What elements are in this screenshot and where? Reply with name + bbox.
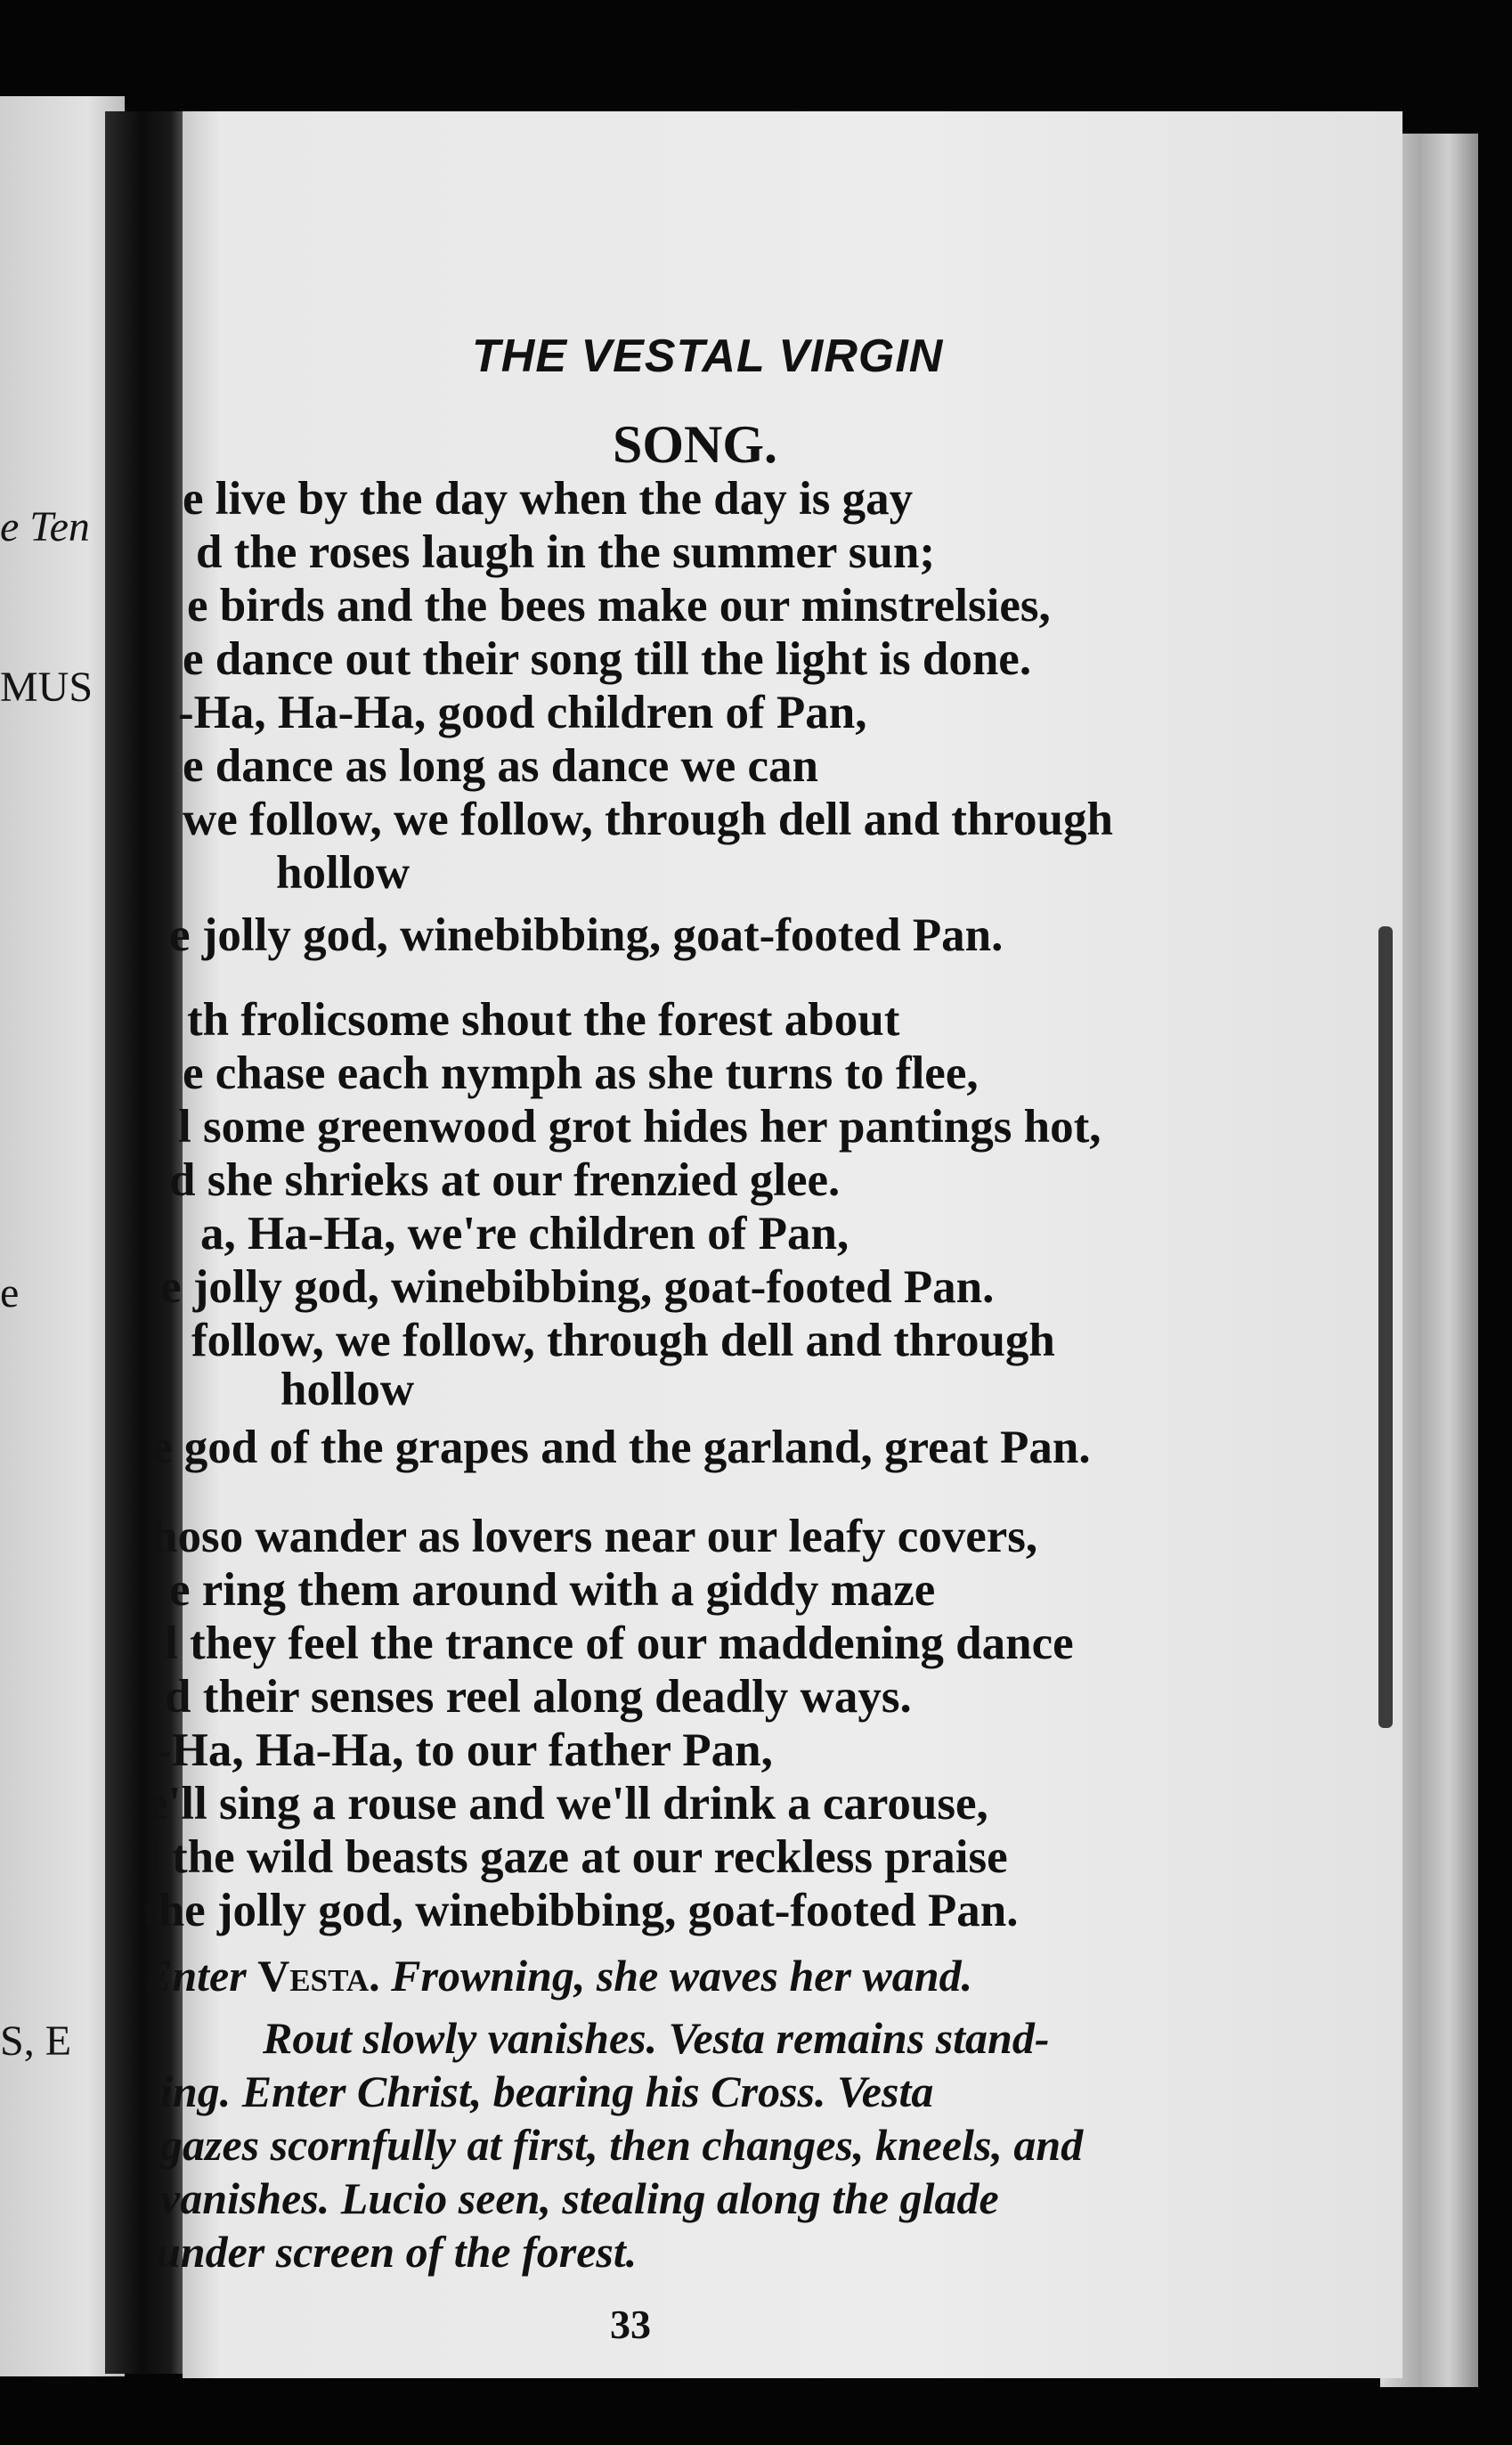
- verse-line: e'll sing a rouse and we'll drink a carouse,: [147, 1778, 988, 1830]
- stage-direction-line: gazes scornfully at first, then changes, kneels, and: [160, 2120, 1084, 2170]
- verse-line: e live by the day when the day is gay: [183, 473, 914, 525]
- verse-line: d she shrieks at our frenzied glee.: [169, 1154, 841, 1206]
- verse-line: we follow, we follow, through dell and through: [183, 794, 1113, 845]
- verse-line: e dance out their song till the light is done.: [183, 633, 1032, 685]
- stage-direction-entry: [142, 1951, 972, 2001]
- verse-line: e ring them around with a giddy maze: [169, 1564, 936, 1616]
- verse-line: a, Ha-Ha, we're children of Pan,: [200, 1208, 849, 1259]
- verse-line: d their senses reel along deadly ways.: [165, 1671, 912, 1723]
- verse-line: d the roses laugh in the summer sun;: [196, 526, 935, 578]
- left-page-fragment: S, E: [0, 2017, 72, 2065]
- left-page-fragment: e: [0, 1269, 20, 1316]
- verse-line: hollow: [280, 1364, 415, 1415]
- verse-line: follow, we follow, through dell and through: [191, 1315, 1055, 1366]
- verse-line: e dance as long as dance we can: [183, 740, 819, 792]
- stage-action: Frowning, she waves her wand.: [391, 1951, 973, 2001]
- verse-line: hoso wander as lovers near our leafy covers,: [151, 1511, 1038, 1562]
- verse-line: -Ha, Ha-Ha, to our father Pan,: [156, 1724, 773, 1776]
- verse-line: hollow: [276, 847, 411, 899]
- verse-line: e god of the grapes and the garland, great Pan.: [151, 1422, 1091, 1473]
- verse-line: e jolly god, winebibbing, goat-footed Pan.: [160, 1261, 995, 1313]
- character-name-vesta: Vesta.: [257, 1951, 380, 2001]
- verse-line: l the wild beasts gaze at our reckless praise: [147, 1831, 1008, 1883]
- verse-line: e birds and the bees make our minstrelsies,: [187, 580, 1051, 632]
- stage-direction-line: under screen of the forest.: [156, 2227, 638, 2277]
- verse-line: e chase each nymph as she turns to flee,: [183, 1047, 979, 1099]
- verse-line: -Ha, Ha-Ha, good children of Pan,: [178, 687, 867, 738]
- stage-direction-line: vanishes. Lucio seen, stealing along the glade: [160, 2173, 999, 2223]
- left-page-fragment: MUS: [0, 664, 93, 711]
- stage-direction-line: ing. Enter Christ, bearing his Cross. Vesta: [160, 2066, 934, 2116]
- verse-line: the jolly god, winebibbing, goat-footed Pan.: [142, 1885, 1019, 1936]
- running-head: THE VESTAL VIRGIN: [472, 330, 944, 382]
- verse-line: l some greenwood grot hides her pantings hot,: [178, 1101, 1101, 1153]
- stage-direction-line: Rout slowly vanishes. Vesta remains stand-: [263, 2013, 1050, 2063]
- page-number: 33: [610, 2302, 651, 2347]
- verse-line: e jolly god, winebibbing, goat-footed Pan.: [169, 909, 1004, 961]
- song-title: SONG.: [613, 415, 778, 474]
- verse-line: th frolicsome shout the forest about: [187, 994, 900, 1046]
- verse-line: l they feel the trance of our maddening dance: [165, 1618, 1074, 1669]
- left-page-fragment: e Ten: [0, 503, 90, 550]
- enter-word: Enter: [142, 1951, 247, 2001]
